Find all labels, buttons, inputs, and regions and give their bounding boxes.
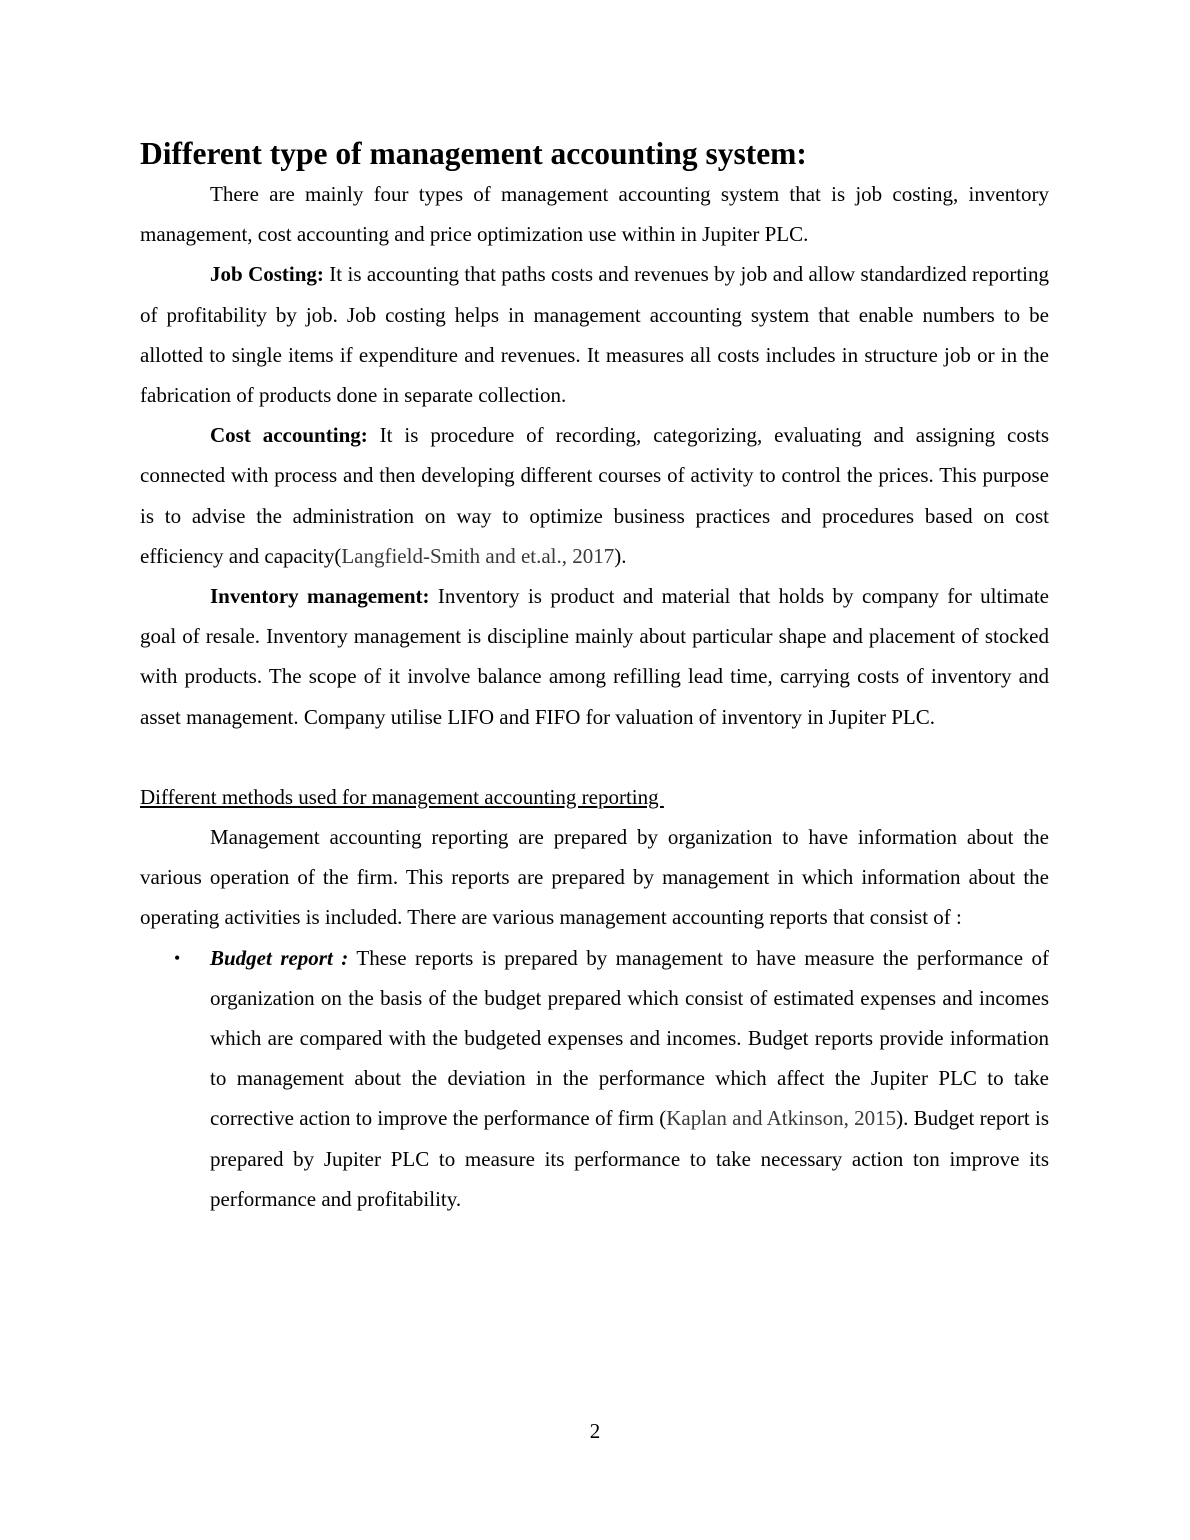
bullet-icon: • xyxy=(174,947,181,968)
intro-paragraph: There are mainly four types of management accounting system that is job costing, inventory management, cost accounting and price optimization use within in Jupiter PLC. xyxy=(140,182,1049,247)
reporting-intro-paragraph: Management accounting reporting are prepared by organization to have information about the various operation of the firm. This reports are prepared by management in which information about the operating activities is included. There are various management accounting reports that consist of : xyxy=(140,825,1049,930)
page-number: 2 xyxy=(589,1419,601,1443)
cost-accounting-paragraph xyxy=(140,415,1049,576)
cost-accounting-text: It is procedure of recording, categorizing, evaluating and assigning costs connected with process and then developing different courses of activity to control the prices. This purpose is to advise the administration on way to optimize business practices and procedures based on cost efficiency and capacity( xyxy=(140,423,1049,568)
section-heading-management-accounting-systems: Different type of management accounting system: xyxy=(140,136,807,171)
inventory-management-paragraph xyxy=(140,576,1049,737)
budget-report-label: Budget report : xyxy=(210,945,349,970)
job-costing-text: It is accounting that paths costs and revenues by job and allow standardized reporting of profitability by job. Job costing helps in management accounting system that enable numbers to be allotted to single items if expenditure and revenues. It measures all costs includes in structure job or in the fabrication of products done in separate collection. xyxy=(140,262,1049,408)
list-item-budget-report xyxy=(140,938,1049,1219)
budget-report-text-block xyxy=(210,938,1049,1219)
inventory-management-label: Inventory management: xyxy=(210,584,430,609)
blank-line xyxy=(140,737,1049,777)
citation-kaplan-atkinson: Kaplan and Atkinson, 2015 xyxy=(666,1106,897,1131)
cost-accounting-label: Cost accounting: xyxy=(210,423,368,448)
budget-report-text: These reports is prepared by management to have measure the performance of organization on the basis of the budget prepared which consist of estimated expenses and incomes which are compared with the budgeted expenses and incomes. Budget reports provide information to management about the deviation in the performance which affect the Jupiter PLC to take corrective action to improve the performance of firm ( xyxy=(210,945,1049,1131)
citation-langfield-smith: Langfield-Smith and et.al., 2017 xyxy=(341,543,615,568)
budget-report-after: ). Budget report is prepared by Jupiter PLC to measure its performance to take necessary action ton improve its performance and profitability. xyxy=(210,1106,1050,1211)
inventory-management-text: Inventory is product and material that holds by company for ultimate goal of resale. Inventory management is discipline mainly about particular shape and placement of stocked with products. The scope of it involve balance among refilling lead time, carrying costs of inventory and asset management. Company utilise LIFO and FIFO for valuation of inventory in Jupiter PLC. xyxy=(140,584,1049,729)
cost-accounting-after: ). xyxy=(614,543,627,568)
document-page xyxy=(140,136,1049,1219)
job-costing-paragraph xyxy=(140,254,1049,415)
job-costing-label: Job Costing: xyxy=(210,262,324,287)
section-heading-reporting-methods: Different methods used for management accounting reporting xyxy=(140,784,664,809)
